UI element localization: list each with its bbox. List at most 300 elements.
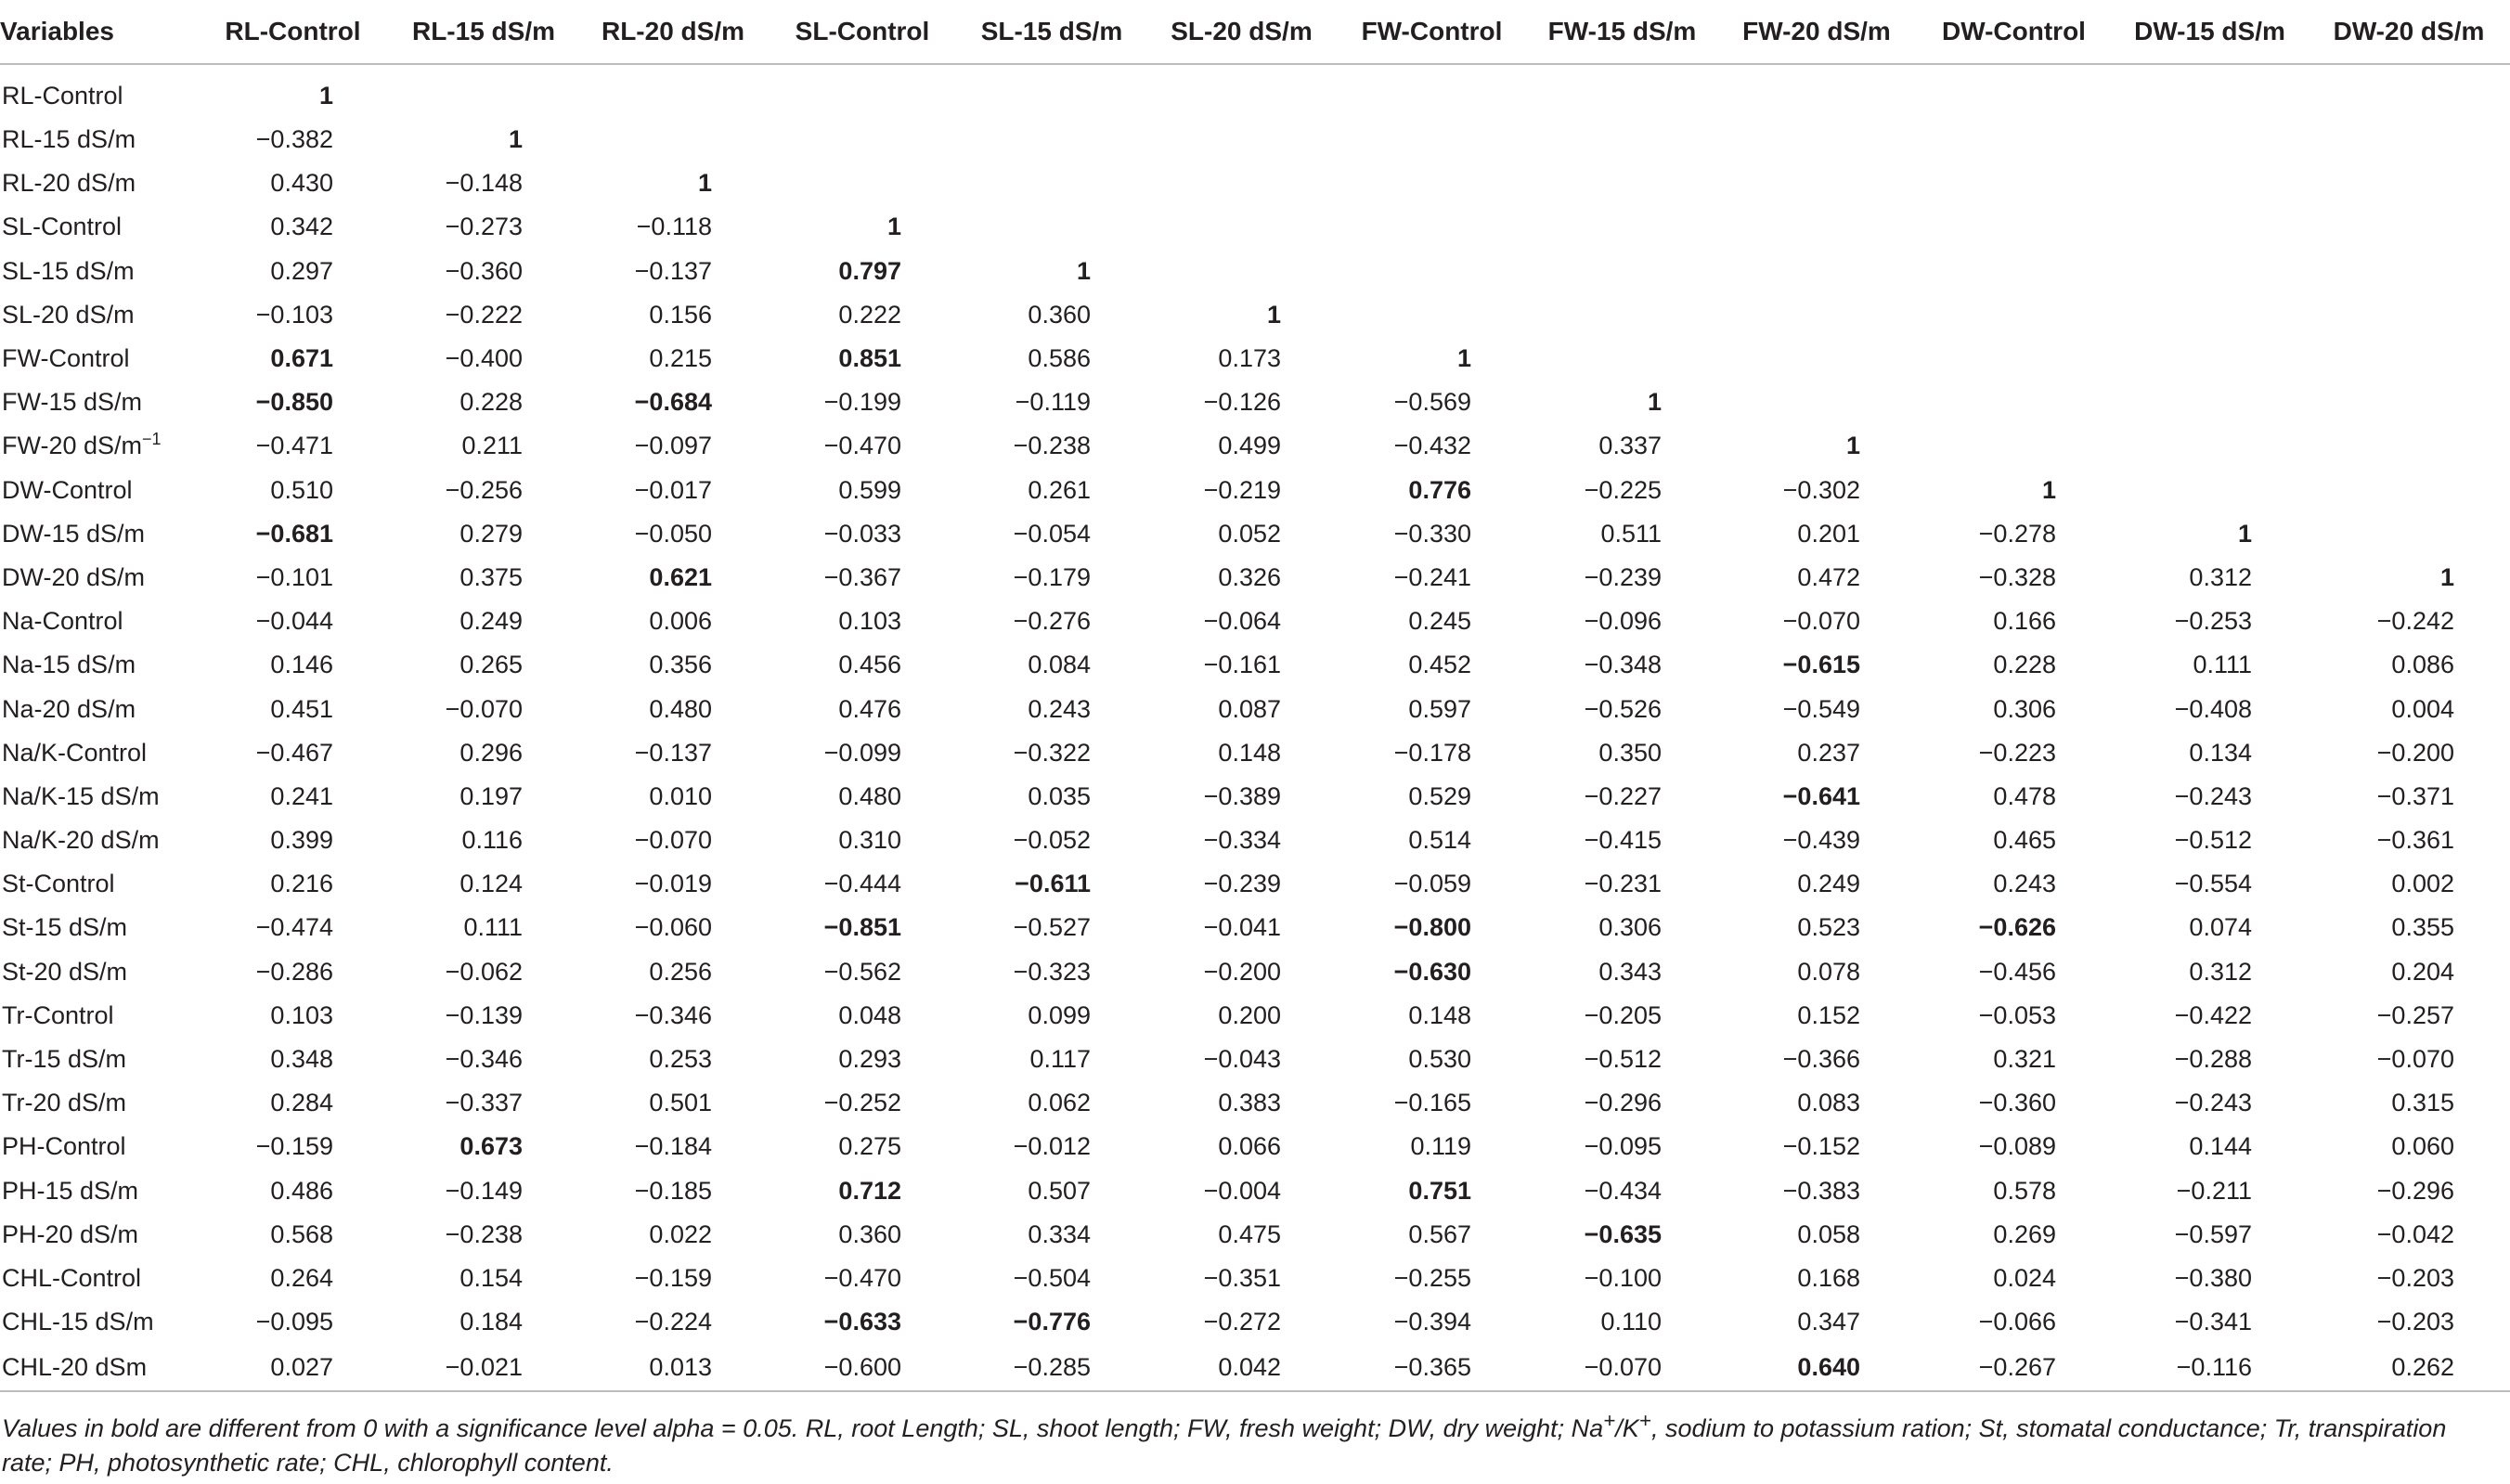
table-cell: −0.394 <box>1393 1308 1471 1336</box>
table-cell <box>1146 118 1337 161</box>
row-label <box>0 1344 197 1391</box>
table-cell: 0.501 <box>649 1089 712 1117</box>
table-cell: 0.002 <box>2391 870 2454 898</box>
table-cell: 0.475 <box>1218 1219 1281 1248</box>
row-label-text: SL-Control <box>2 213 123 241</box>
table-cell: 0.347 <box>1797 1308 1860 1336</box>
table-cell <box>957 161 1146 205</box>
table-row <box>0 118 2510 161</box>
table-cell: −0.099 <box>823 738 901 767</box>
table-cell: −0.243 <box>2174 1089 2252 1117</box>
table-cell: −0.243 <box>2174 781 2252 810</box>
table-cell: 0.334 <box>1028 1219 1091 1248</box>
table-cell: −0.630 <box>1393 957 1471 986</box>
table-cell: 0.343 <box>1598 957 1662 986</box>
table-cell: −0.256 <box>445 475 523 504</box>
column-header: RL-Control <box>197 0 389 64</box>
table-cell: 1 <box>1266 300 1281 329</box>
table-cell: 0.215 <box>649 344 712 373</box>
table-cell: −0.044 <box>255 607 333 636</box>
table-cell: −0.126 <box>1203 388 1281 417</box>
row-label-text: St-Control <box>2 870 115 898</box>
table-cell: −0.059 <box>1393 870 1471 898</box>
table-cell: −0.434 <box>1584 1176 1662 1205</box>
table-cell <box>1527 118 1717 161</box>
table-cell: −0.148 <box>445 169 523 198</box>
column-header: SL-20 dS/m <box>1146 0 1337 64</box>
table-cell: −0.267 <box>1916 1344 2112 1391</box>
table-cell: −0.382 <box>255 125 333 154</box>
table-cell: −0.238 <box>1013 432 1091 460</box>
table-cell <box>2308 118 2510 161</box>
table-cell: 0.586 <box>1028 344 1091 373</box>
table-cell: −0.159 <box>634 1263 712 1292</box>
table-cell <box>1337 293 1527 337</box>
table-cell: 1 <box>1456 344 1471 373</box>
table-cell <box>957 64 1146 118</box>
column-header: DW-15 dS/m <box>2112 0 2308 64</box>
table-cell <box>2112 337 2308 381</box>
table-cell <box>768 118 957 161</box>
row-label <box>0 512 197 556</box>
table-cell: −0.456 <box>1978 957 2056 986</box>
table-cell: 0.168 <box>1797 1263 1860 1292</box>
footnote-text-mid: /K <box>1615 1414 1639 1442</box>
table-cell: 0.237 <box>1797 738 1860 767</box>
table-cell: −0.615 <box>1782 651 1860 679</box>
table-cell: 0.087 <box>1218 694 1281 723</box>
table-cell: −0.467 <box>255 738 333 767</box>
table-cell <box>1916 161 2112 205</box>
table-cell: −0.851 <box>823 913 901 942</box>
table-cell: 0.222 <box>838 300 901 329</box>
table-cell: 0.201 <box>1797 519 1860 548</box>
row-label-text: CHL-15 dS/m <box>2 1308 154 1336</box>
table-cell <box>1717 205 1916 249</box>
table-cell: −0.179 <box>1013 562 1091 591</box>
table-cell: −0.033 <box>823 519 901 548</box>
table-cell: −0.272 <box>1203 1308 1281 1336</box>
table-cell: −0.242 <box>2376 607 2454 636</box>
footnote-text-start: Values in bold are different from 0 with a significance level alpha = 0.05. RL, root Length; SL, shoot length; FW, fresh weight; DW, dry weight; Na <box>2 1414 1604 1442</box>
table-cell: 0.074 <box>2189 913 2252 942</box>
table-cell: −0.239 <box>1584 562 1662 591</box>
row-label-text: PH-Control <box>2 1132 126 1161</box>
row-label <box>0 1081 197 1125</box>
table-cell: −0.012 <box>1013 1132 1091 1161</box>
table-cell: −0.070 <box>445 694 523 723</box>
table-cell: 0.776 <box>1408 475 1471 504</box>
table-cell <box>2308 250 2510 293</box>
table-cell <box>1527 293 1717 337</box>
table-cell <box>2308 337 2510 381</box>
table-cell: −0.149 <box>445 1176 523 1205</box>
row-label <box>0 1257 197 1300</box>
table-row <box>0 512 2510 556</box>
table-cell: −0.257 <box>2376 1000 2454 1029</box>
table-cell: 0.066 <box>1218 1132 1281 1161</box>
table-cell: 0.797 <box>838 256 901 285</box>
table-cell: −0.512 <box>2174 826 2252 855</box>
table-cell: −0.371 <box>2376 781 2454 810</box>
table-row <box>0 205 2510 249</box>
table-cell: −0.389 <box>1203 781 1281 810</box>
table-cell <box>2112 205 2308 249</box>
table-row <box>0 1344 2510 1391</box>
table-cell: 0.530 <box>1408 1045 1471 1074</box>
table-cell: 0.568 <box>270 1219 333 1248</box>
table-cell: −0.200 <box>1203 957 1281 986</box>
row-label-text: DW-20 dS/m <box>2 562 146 591</box>
table-header-row <box>0 0 2510 64</box>
table-cell <box>957 118 1146 161</box>
row-label-text: St-20 dS/m <box>2 957 128 986</box>
table-cell: −0.185 <box>634 1176 712 1205</box>
table-cell: 0.048 <box>838 1000 901 1029</box>
table-cell: −0.184 <box>634 1132 712 1161</box>
table-cell: −0.200 <box>2376 738 2454 767</box>
table-cell: 0.514 <box>1408 826 1471 855</box>
table-cell <box>2112 293 2308 337</box>
row-label <box>0 381 197 424</box>
row-label-text: FW-20 dS/m <box>2 432 143 460</box>
table-cell: 0.465 <box>1993 826 2056 855</box>
table-cell: 0.249 <box>459 607 523 636</box>
table-cell: −0.681 <box>255 519 333 548</box>
table-cell: −0.471 <box>255 432 333 460</box>
table-cell <box>1337 161 1527 205</box>
table-cell: 0.099 <box>1028 1000 1091 1029</box>
table-cell: 0.510 <box>270 475 333 504</box>
column-header: DW-20 dS/m <box>2308 0 2510 64</box>
table-cell: 0.599 <box>838 475 901 504</box>
table-cell: 0.062 <box>1028 1089 1091 1117</box>
table-cell <box>1717 64 1916 118</box>
table-cell <box>1146 205 1337 249</box>
table-cell: 0.673 <box>459 1132 523 1161</box>
table-cell: −0.225 <box>1584 475 1662 504</box>
table-cell: −0.285 <box>957 1344 1146 1391</box>
column-header: DW-Control <box>1916 0 2112 64</box>
table-cell: 1 <box>318 82 333 110</box>
table-cell: −0.231 <box>1584 870 1662 898</box>
table-cell <box>1717 161 1916 205</box>
table-cell <box>2112 424 2308 468</box>
table-cell <box>1337 205 1527 249</box>
row-label <box>0 1213 197 1257</box>
table-cell: −0.219 <box>1203 475 1281 504</box>
table-cell: 0.621 <box>649 562 712 591</box>
table-cell: 0.262 <box>2308 1344 2510 1391</box>
table-cell: −0.527 <box>1013 913 1091 942</box>
table-cell: −0.361 <box>2376 826 2454 855</box>
table-cell <box>1916 424 2112 468</box>
table-cell: 0.671 <box>270 344 333 373</box>
row-label-superscript: −1 <box>142 430 162 449</box>
table-cell <box>1337 64 1527 118</box>
table-cell: −0.062 <box>445 957 523 986</box>
table-cell: −0.415 <box>1584 826 1662 855</box>
table-cell <box>1717 337 1916 381</box>
row-label-text: Na/K-20 dS/m <box>2 826 160 855</box>
table-cell: −0.161 <box>1203 651 1281 679</box>
row-label-text: SL-15 dS/m <box>2 256 135 285</box>
table-cell: −0.296 <box>2376 1176 2454 1205</box>
footnote-na-superscript: + <box>1603 1409 1616 1432</box>
table-cell: 0.296 <box>459 738 523 767</box>
table-cell <box>1527 250 1717 293</box>
table-cell <box>2308 161 2510 205</box>
row-label-text: Na/K-Control <box>2 738 148 767</box>
table-cell: −0.223 <box>1978 738 2056 767</box>
table-row <box>0 1125 2510 1168</box>
table-cell: 0.712 <box>838 1176 901 1205</box>
table-cell: 0.110 <box>1600 1308 1662 1336</box>
table-cell <box>1916 250 2112 293</box>
table-cell: −0.019 <box>634 870 712 898</box>
table-cell: −0.253 <box>2174 607 2252 636</box>
table-cell: −0.103 <box>255 300 333 329</box>
table-cell: −0.064 <box>1203 607 1281 636</box>
table-cell: −0.776 <box>1013 1308 1091 1336</box>
table-row <box>0 1300 2510 1344</box>
table-cell: 0.480 <box>838 781 901 810</box>
column-header: SL-15 dS/m <box>957 0 1146 64</box>
table-cell: −0.360 <box>445 256 523 285</box>
table-cell <box>2112 469 2308 512</box>
table-cell <box>2308 469 2510 512</box>
table-cell: −0.070 <box>634 826 712 855</box>
table-row <box>0 161 2510 205</box>
table-cell: 0.111 <box>2193 651 2252 679</box>
row-label <box>0 819 197 862</box>
table-cell: −0.611 <box>1015 870 1091 898</box>
table-cell <box>2308 381 2510 424</box>
row-label-text: PH-20 dS/m <box>2 1219 139 1248</box>
row-label-text: CHL-20 dSm <box>2 1352 148 1381</box>
row-label <box>0 687 197 730</box>
table-cell: 0.342 <box>270 213 333 241</box>
table-cell: −0.597 <box>2174 1219 2252 1248</box>
table-cell: 0.480 <box>649 694 712 723</box>
table-cell: 0.284 <box>270 1089 333 1117</box>
row-label <box>0 994 197 1038</box>
table-cell: 0.027 <box>197 1344 389 1391</box>
table-cell: −0.060 <box>634 913 712 942</box>
table-row <box>0 337 2510 381</box>
row-label-text: Na/K-15 dS/m <box>2 781 160 810</box>
table-cell: 1 <box>1845 432 1860 460</box>
table-cell <box>2308 512 2510 556</box>
table-cell: −0.041 <box>1203 913 1281 942</box>
table-cell: −0.278 <box>1978 519 2056 548</box>
table-cell: −0.159 <box>255 1132 333 1161</box>
table-cell: −0.066 <box>1978 1308 2056 1336</box>
table-cell: −0.095 <box>1584 1132 1662 1161</box>
table-cell: −0.137 <box>634 738 712 767</box>
table-cell: 0.253 <box>649 1045 712 1074</box>
table-cell: 0.326 <box>1218 562 1281 591</box>
table-row <box>0 424 2510 468</box>
table-cell <box>389 64 578 118</box>
table-cell: 0.269 <box>1993 1219 2056 1248</box>
table-cell: −0.203 <box>2376 1263 2454 1292</box>
table-footnote <box>2 1403 2499 1480</box>
table-cell <box>2112 381 2308 424</box>
column-header: FW-15 dS/m <box>1527 0 1717 64</box>
table-cell: 0.256 <box>649 957 712 986</box>
table-cell: 0.060 <box>2391 1132 2454 1161</box>
table-cell: 0.597 <box>1408 694 1471 723</box>
row-label-text: Tr-20 dS/m <box>2 1089 127 1117</box>
row-label <box>0 775 197 819</box>
table-cell: 0.851 <box>838 344 901 373</box>
table-cell <box>1916 337 2112 381</box>
table-cell: −0.351 <box>1203 1263 1281 1292</box>
table-cell: −0.432 <box>1393 432 1471 460</box>
table-cell: −0.444 <box>823 870 901 898</box>
row-label <box>0 161 197 205</box>
table-cell: 0.241 <box>270 781 333 810</box>
table-cell <box>1527 337 1717 381</box>
table-cell: 0.200 <box>1218 1000 1281 1029</box>
table-cell: −0.239 <box>1203 870 1281 898</box>
table-cell: −0.296 <box>1584 1089 1662 1117</box>
table-cell <box>768 64 957 118</box>
row-label <box>0 600 197 643</box>
column-header: SL-Control <box>768 0 957 64</box>
table-cell: −0.684 <box>634 388 712 417</box>
table-cell: 0.348 <box>270 1045 333 1074</box>
table-cell: −0.439 <box>1782 826 1860 855</box>
table-cell: −0.276 <box>1013 607 1091 636</box>
table-cell: 0.144 <box>2189 1132 2252 1161</box>
row-label <box>0 1038 197 1081</box>
row-label-text: Tr-Control <box>2 1000 114 1029</box>
row-label-text: Tr-15 dS/m <box>2 1045 127 1074</box>
table-cell: −0.337 <box>445 1089 523 1117</box>
table-cell: −0.211 <box>2176 1176 2252 1205</box>
table-cell <box>2308 205 2510 249</box>
table-cell: −0.470 <box>823 432 901 460</box>
table-cell: 0.216 <box>270 870 333 898</box>
row-label <box>0 1125 197 1168</box>
row-label <box>0 250 197 293</box>
table-row <box>0 293 2510 337</box>
table-cell: 0.010 <box>649 781 712 810</box>
table-cell: 0.478 <box>1993 781 2056 810</box>
table-cell: −0.328 <box>1978 562 2056 591</box>
table-row <box>0 381 2510 424</box>
table-cell: −0.383 <box>1782 1176 1860 1205</box>
table-cell: 0.116 <box>461 826 523 855</box>
table-cell: 0.275 <box>838 1132 901 1161</box>
table-cell: 0.578 <box>1993 1176 2056 1205</box>
table-cell: −0.199 <box>823 388 901 417</box>
row-label <box>0 862 197 906</box>
table-cell: 0.083 <box>1797 1089 1860 1117</box>
table-cell: −0.346 <box>634 1000 712 1029</box>
table-cell <box>1916 381 2112 424</box>
table-cell: −0.203 <box>2376 1308 2454 1336</box>
table-cell: 0.211 <box>461 432 523 460</box>
table-cell: −0.021 <box>389 1344 578 1391</box>
table-cell: −0.238 <box>445 1219 523 1248</box>
row-label-text: RL-Control <box>2 82 123 110</box>
row-label <box>0 469 197 512</box>
table-cell: −0.323 <box>1013 957 1091 986</box>
table-cell: −0.526 <box>1584 694 1662 723</box>
row-label <box>0 424 197 468</box>
table-body <box>0 64 2510 1391</box>
table-cell: 0.310 <box>838 826 901 855</box>
table-cell: −0.255 <box>1393 1263 1471 1292</box>
table-cell: −0.070 <box>2376 1045 2454 1074</box>
table-cell: 0.084 <box>1028 651 1091 679</box>
table-cell: 0.249 <box>1797 870 1860 898</box>
table-cell: 0.024 <box>1993 1263 2056 1292</box>
table-cell: 0.261 <box>1028 475 1091 504</box>
table-cell <box>578 118 768 161</box>
row-label <box>0 731 197 775</box>
table-cell: 0.148 <box>1408 1000 1471 1029</box>
table-cell: 0.264 <box>270 1263 333 1292</box>
table-cell: 0.166 <box>1993 607 2056 636</box>
table-cell: 0.430 <box>270 169 333 198</box>
table-cell: 1 <box>1647 388 1662 417</box>
table-cell: 0.472 <box>1797 562 1860 591</box>
table-cell: −0.286 <box>255 957 333 986</box>
table-cell <box>1916 118 2112 161</box>
table-cell: 0.507 <box>1028 1176 1091 1205</box>
table-cell: 0.306 <box>1993 694 2056 723</box>
table-cell: 0.279 <box>459 519 523 548</box>
table-cell: −0.330 <box>1393 519 1471 548</box>
table-cell: 0.004 <box>2391 694 2454 723</box>
table-cell: 0.103 <box>838 607 901 636</box>
table-cell: 0.134 <box>2189 738 2252 767</box>
table-cell: −0.224 <box>634 1308 712 1336</box>
table-cell: 0.321 <box>1993 1045 2056 1074</box>
table-row <box>0 600 2510 643</box>
table-cell: −0.562 <box>823 957 901 986</box>
column-header-variables: Variables <box>0 0 197 64</box>
table-cell: 1 <box>2439 562 2454 591</box>
table-cell: 0.228 <box>1993 651 2056 679</box>
table-row <box>0 1038 2510 1081</box>
table-cell: 0.306 <box>1598 913 1662 942</box>
table-cell: −0.273 <box>445 213 523 241</box>
table-cell: 0.228 <box>459 388 523 417</box>
table-cell: 0.245 <box>1408 607 1471 636</box>
table-cell: 0.152 <box>1797 1000 1860 1029</box>
table-cell: 0.103 <box>270 1000 333 1029</box>
table-cell: −0.101 <box>255 562 333 591</box>
table-cell <box>1527 205 1717 249</box>
table-cell: −0.366 <box>1782 1045 1860 1074</box>
table-row <box>0 994 2510 1038</box>
table-cell: 0.312 <box>2189 562 2252 591</box>
table-cell <box>2112 161 2308 205</box>
table-cell: 0.452 <box>1408 651 1471 679</box>
table-cell: 0.476 <box>838 694 901 723</box>
table-row <box>0 1213 2510 1257</box>
table-cell <box>1527 64 1717 118</box>
table-cell: 0.315 <box>2391 1089 2454 1117</box>
table-cell: −0.152 <box>1782 1132 1860 1161</box>
table-cell: 0.399 <box>270 826 333 855</box>
table-cell: 0.078 <box>1797 957 1860 986</box>
